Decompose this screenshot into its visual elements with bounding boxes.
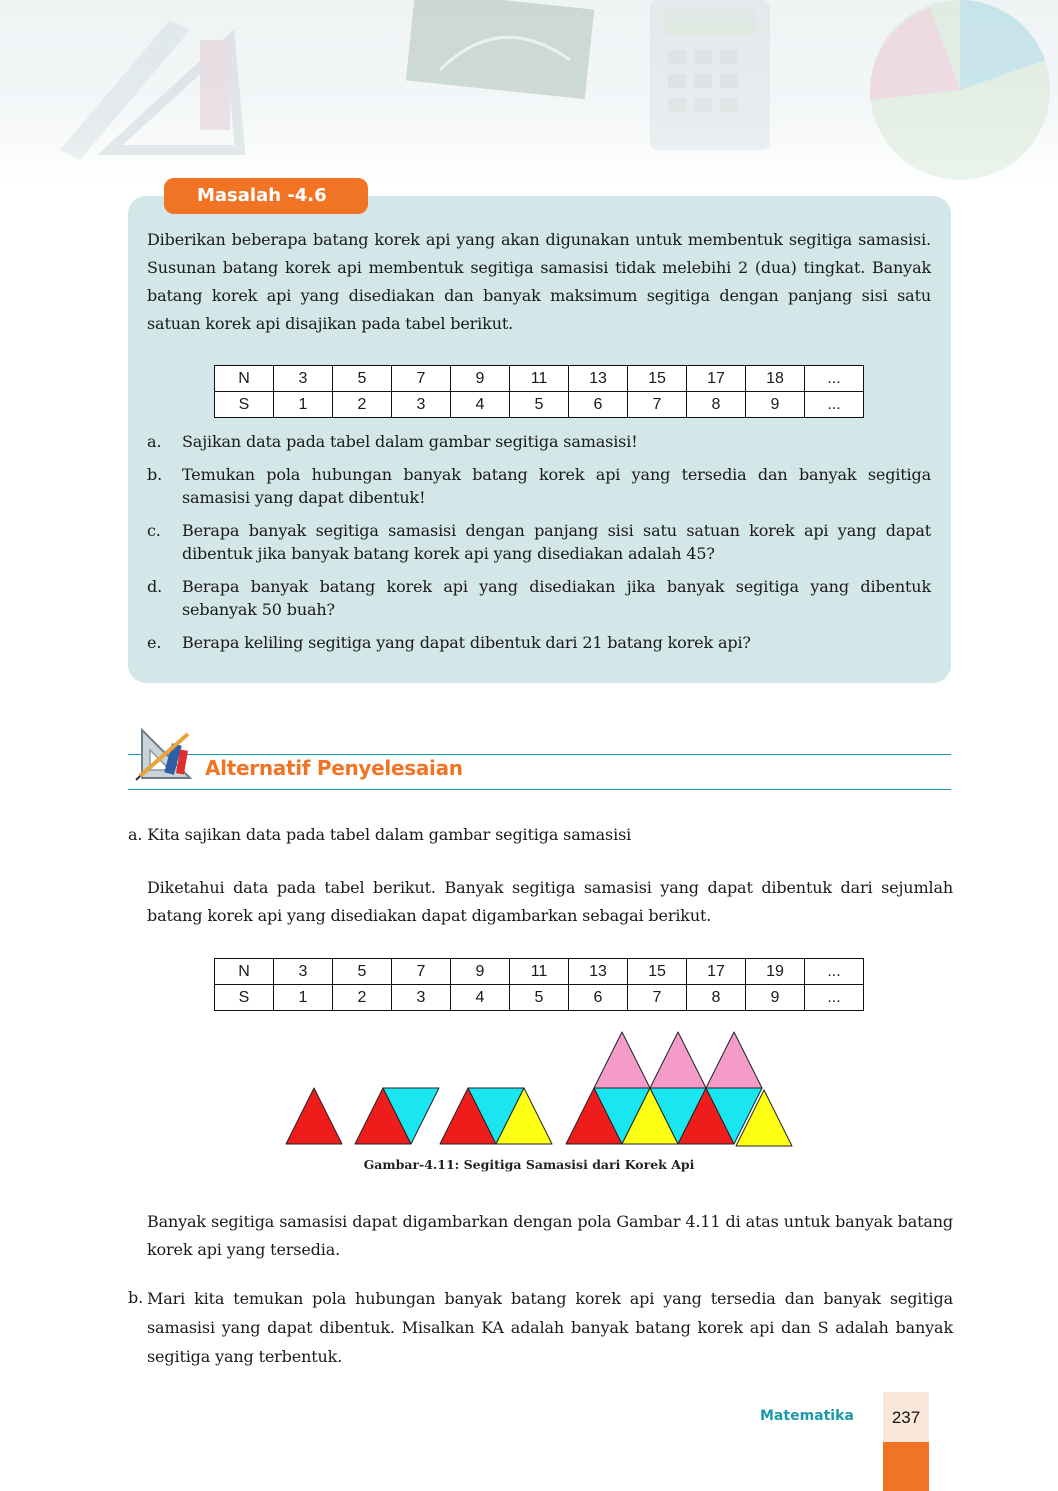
table-cell: 8 — [687, 392, 746, 418]
question-letter: a. — [147, 432, 162, 451]
table-cell: 9 — [451, 959, 510, 985]
table-cell: 15 — [628, 959, 687, 985]
part-a-paragraph: Diketahui data pada tabel berikut. Banyak segitiga samasisi yang dapat dibentuk dari sejumlah batang korek api yang disediakan dapat digambarkan sebagai berikut. — [147, 878, 953, 925]
table-cell: 6 — [569, 392, 628, 418]
footer-subject: Matematika — [760, 1408, 854, 1424]
table-cell: 7 — [392, 366, 451, 392]
geometry-tools-icon — [134, 724, 196, 784]
table-row — [215, 985, 864, 1011]
problem-label: Masalah -4.6 — [164, 178, 368, 214]
part-b-letter: b. — [128, 1288, 144, 1307]
table-cell: N — [215, 366, 274, 392]
footer-accent-bar — [883, 1442, 929, 1491]
triangle-15 — [650, 1032, 706, 1088]
table-row — [215, 366, 864, 392]
table-cell: S — [215, 985, 274, 1011]
table-cell: ... — [805, 366, 864, 392]
table-cell: 6 — [569, 985, 628, 1011]
table-cell: ... — [805, 985, 864, 1011]
triangle-1 — [286, 1088, 342, 1144]
question-text: Berapa keliling segitiga yang dapat dibentuk dari 21 batang korek api? — [182, 633, 751, 652]
table-cell: 4 — [451, 985, 510, 1011]
table-cell: 13 — [569, 366, 628, 392]
figure-caption: Gambar-4.11: Segitiga Samasisi dari Korek Api — [363, 1157, 695, 1172]
table-row — [215, 959, 864, 985]
table-cell: 5 — [510, 392, 569, 418]
list-item — [147, 575, 931, 621]
after-figure-paragraph: Banyak segitiga samasisi dapat digambarkan dengan pola Gambar 4.11 di atas untuk banyak batang korek api yang tersedia. — [147, 1212, 953, 1259]
problem-intro: Diberikan beberapa batang korek api yang akan digunakan untuk membentuk segitiga samasisi. Susunan batang korek api membentuk segitiga samasisi tidak melebihi 2 (dua) tingkat. Banyak batang korek api yang disediakan dan banyak maksimum segitiga dengan panjang sisi satu satuan korek api disajikan pada tabel berikut. — [147, 230, 931, 333]
list-item — [147, 463, 931, 509]
table-cell: 7 — [628, 392, 687, 418]
solution-table — [214, 958, 864, 1011]
question-text: Berapa banyak segitiga samasisi dengan panjang sisi satu satuan korek api yang dapat dibentuk jika banyak batang korek api yang disediakan adalah 45? — [182, 521, 931, 563]
table-cell: 2 — [333, 392, 392, 418]
table-cell: 15 — [628, 366, 687, 392]
question-text: Berapa banyak batang korek api yang disediakan jika banyak segitiga yang dibentuk sebanyak 50 buah? — [182, 577, 931, 619]
table-cell: ... — [805, 392, 864, 418]
part-b-paragraph: Mari kita temukan pola hubungan banyak batang korek api yang tersedia dan banyak segitiga samasisi yang dapat dibentuk. Misalkan KA adalah banyak batang korek api dan S adalah banyak segitiga yang terbentuk. — [147, 1289, 953, 1366]
page-number: 237 — [883, 1392, 929, 1442]
part-a-heading: a. Kita sajikan data pada tabel dalam gambar segitiga samasisi — [128, 825, 632, 844]
table-cell: 3 — [274, 366, 333, 392]
table-row — [215, 392, 864, 418]
table-cell: 11 — [510, 959, 569, 985]
list-item — [147, 631, 931, 654]
question-letter: e. — [147, 633, 162, 652]
header-illustration — [0, 0, 1058, 185]
table-cell: 17 — [687, 366, 746, 392]
table-cell: 3 — [392, 392, 451, 418]
table-cell: 13 — [569, 959, 628, 985]
triangle-16 — [706, 1032, 762, 1088]
table-cell: 1 — [274, 985, 333, 1011]
table-cell: 3 — [274, 959, 333, 985]
question-letter: c. — [147, 521, 161, 540]
table-cell: 9 — [746, 985, 805, 1011]
table-cell: 18 — [746, 366, 805, 392]
table-cell: S — [215, 392, 274, 418]
section-rule-bottom — [128, 789, 951, 790]
question-list — [147, 430, 931, 664]
table-cell: ... — [805, 959, 864, 985]
table-cell: 1 — [274, 392, 333, 418]
list-item — [147, 519, 931, 565]
question-letter: b. — [147, 465, 163, 484]
table-cell: N — [215, 959, 274, 985]
table-cell: 3 — [392, 985, 451, 1011]
table-cell: 9 — [451, 366, 510, 392]
table-cell: 8 — [687, 985, 746, 1011]
problem-table — [214, 365, 864, 418]
triangle-14 — [594, 1032, 650, 1088]
table-cell: 7 — [628, 985, 687, 1011]
table-cell: 11 — [510, 366, 569, 392]
table-cell: 5 — [510, 985, 569, 1011]
table-cell: 17 — [687, 959, 746, 985]
table-cell: 4 — [451, 392, 510, 418]
math-tools-illustration — [0, 0, 1058, 185]
list-item — [147, 430, 931, 453]
table-cell: 5 — [333, 366, 392, 392]
triangle-figure — [280, 1026, 800, 1152]
table-cell: 2 — [333, 985, 392, 1011]
solution-title: Alternatif Penyelesaian — [205, 756, 463, 780]
question-letter: d. — [147, 577, 163, 596]
question-text: Sajikan data pada tabel dalam gambar segitiga samasisi! — [182, 432, 638, 451]
section-rule-top — [128, 754, 951, 755]
table-cell: 9 — [746, 392, 805, 418]
table-cell: 19 — [746, 959, 805, 985]
question-text: Temukan pola hubungan banyak batang korek api yang tersedia dan banyak segitiga samasisi yang dapat dibentuk! — [182, 465, 931, 507]
table-cell: 7 — [392, 959, 451, 985]
table-cell: 5 — [333, 959, 392, 985]
